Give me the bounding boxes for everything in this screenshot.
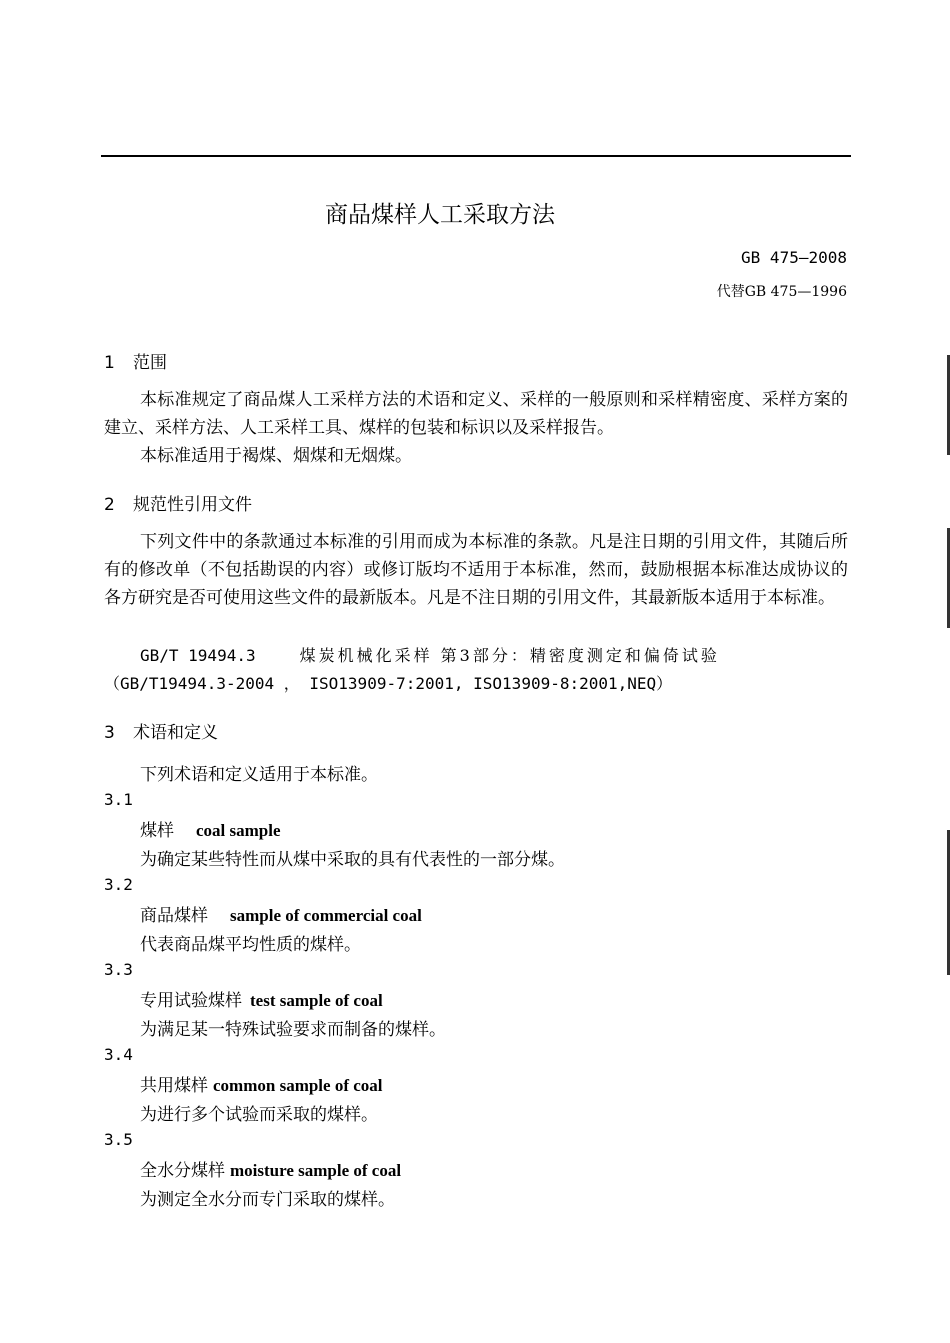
section-title: 规范性引用文件 <box>133 495 252 515</box>
term-definition: 为进行多个试验而采取的煤样。 <box>140 1105 378 1125</box>
term-en: common sample of coal <box>213 1076 383 1095</box>
term-entry <box>140 816 281 841</box>
term-zh: 商品煤样 <box>140 906 208 926</box>
reference-code: GB/T 19494.3 <box>140 646 256 665</box>
term-zh: 专用试验煤样 <box>140 991 242 1011</box>
term-definition: 为测定全水分而专门采取的煤样。 <box>140 1190 395 1210</box>
term-zh: 煤样 <box>140 821 174 841</box>
reference-title: 煤炭机械化采样 第3部分：精密度测定和偏倚试验 <box>299 646 720 665</box>
term-definition: 为满足某一特殊试验要求而制备的煤样。 <box>140 1020 446 1040</box>
reference-line <box>140 642 848 670</box>
document-title: 商品煤样人工采取方法 <box>325 202 555 228</box>
term-zh: 全水分煤样 <box>140 1161 225 1181</box>
reference-equivalence: （GB/T19494.3-2004 ， ISO13909-7:2001, ISO13909-8:2001,NEQ） <box>104 674 673 693</box>
replaces-standard: 代替GB 475—1996 <box>716 284 847 300</box>
section-1-paragraph-2: 本标准适用于褐煤、烟煤和无烟煤。 <box>140 446 412 466</box>
term-number: 3.1 <box>104 790 133 809</box>
term-en: coal sample <box>196 821 281 840</box>
term-zh: 共用煤样 <box>140 1076 208 1096</box>
term-en: test sample of coal <box>250 991 383 1010</box>
term-entry <box>140 1156 401 1181</box>
term-en: sample of commercial coal <box>230 906 422 925</box>
section-2-paragraph-1: 下列文件中的条款通过本标准的引用而成为本标准的条款。凡是注日期的引用文件，其随后所有的修改单（不包括勘误的内容）或修订版均不适用于本标准，然而，鼓励根据本标准达成协议的各方研究是否可使用这些文件的最新版本。凡是不注日期的引用文件，其最新版本适用于本标准。 <box>104 532 848 608</box>
term-entry <box>140 1071 383 1096</box>
section-3-intro: 下列术语和定义适用于本标准。 <box>140 765 378 785</box>
term-entry <box>140 901 422 926</box>
term-number: 3.3 <box>104 960 133 979</box>
section-2-heading <box>104 490 252 515</box>
term-definition: 代表商品煤平均性质的煤样。 <box>140 935 361 955</box>
section-title: 术语和定义 <box>133 723 218 743</box>
term-entry <box>140 986 383 1011</box>
term-number: 3.5 <box>104 1130 133 1149</box>
standard-code: GB 475—2008 <box>741 248 847 267</box>
section-1-heading <box>104 348 167 373</box>
header-rule <box>101 155 851 157</box>
section-number: 1 <box>104 353 115 373</box>
section-number: 3 <box>104 723 115 743</box>
term-definition: 为确定某些特性而从煤中采取的具有代表性的一部分煤。 <box>140 850 565 870</box>
section-3-heading <box>104 718 218 743</box>
section-title: 范围 <box>133 353 167 373</box>
term-number: 3.4 <box>104 1045 133 1064</box>
term-number: 3.2 <box>104 875 133 894</box>
section-1-paragraph-1: 本标准规定了商品煤人工采样方法的术语和定义、采样的一般原则和采样精密度、采样方案的建立、采样方法、人工采样工具、煤样的包装和标识以及采样报告。 <box>104 390 848 438</box>
term-en: moisture sample of coal <box>230 1161 402 1180</box>
section-number: 2 <box>104 495 115 515</box>
